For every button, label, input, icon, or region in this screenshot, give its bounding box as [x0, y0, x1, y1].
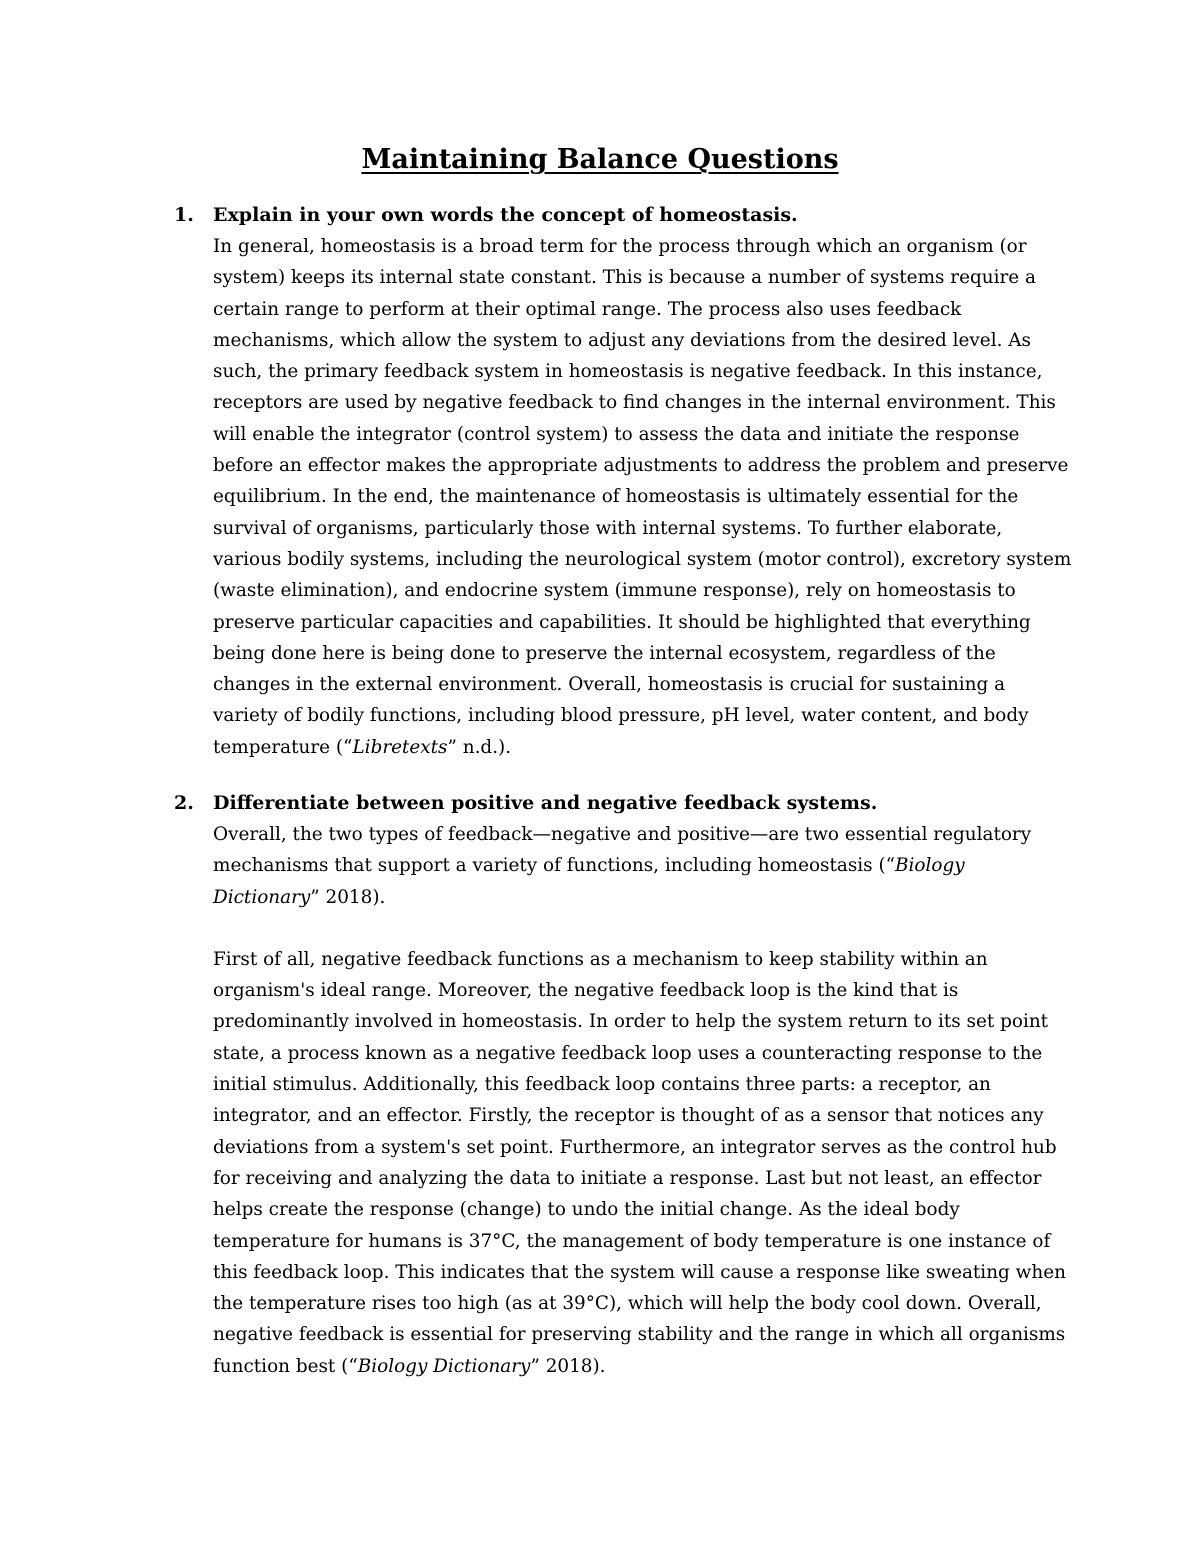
question-1-number: 1.	[174, 204, 194, 226]
citation-source: Biology Dictionary	[213, 855, 965, 908]
question-2-answer	[213, 819, 1075, 1382]
document-title: Maintaining Balance Questions	[361, 144, 839, 175]
citation-tail: ” 2018).	[310, 886, 386, 908]
question-2-heading	[174, 788, 1074, 819]
question-1-prompt: Explain in your own words the concept of homeostasis.	[213, 204, 798, 226]
question-1-answer	[213, 231, 1075, 763]
answer-paragraph	[213, 819, 1075, 913]
answer-paragraph	[213, 944, 1075, 1382]
question-1	[174, 200, 1074, 763]
question-2	[174, 788, 1074, 1382]
answer-text: Overall, the two types of feedback—negative and positive—are two essential regulatory mechanisms that support a variety of functions, including homeostasis (“	[213, 824, 1032, 877]
citation-tail: ” 2018).	[530, 1355, 606, 1377]
citation-tail: ” n.d.).	[447, 736, 512, 758]
paragraph-spacer	[213, 913, 1075, 944]
citation-source: Libretexts	[352, 736, 448, 758]
answer-text: In general, homeostasis is a broad term for the process through which an organism (or system) keeps its internal state constant. This is because a number of systems require a certain range to perform at their optimal range. The process also uses feedback mechanisms, which allow the system to adjust any deviations from the desired level. As such, the primary feedback system in homeostasis is negative feedback. In this instance, receptors are used by negative feedback to find changes in the internal environment. This will enable the integrator (control system) to assess the data and initiate the response before an effector makes the appropriate adjustments to address the problem and preserve equilibrium. In the end, the maintenance of homeostasis is ultimately essential for the survival of organisms, particularly those with internal systems. To further elaborate, various bodily systems, including the neurological system (motor control), excretory system (waste elimination), and endocrine system (immune response), rely on homeostasis to preserve particular capacities and capabilities. It should be highlighted that everything being done here is being done to preserve the internal ecosystem, regardless of the changes in the external environment. Overall, homeostasis is crucial for sustaining a variety of bodily functions, including blood pressure, pH level, water content, and body temperature (“	[213, 236, 1072, 758]
question-1-heading	[174, 200, 1074, 231]
answer-paragraph	[213, 231, 1075, 763]
answer-text: First of all, negative feedback functions as a mechanism to keep stability within an organism's ideal range. Moreover, the negative feedback loop is the kind that is predominantly involved in homeostasis. In order to help the system return to its set point state, a process known as a negative feedback loop uses a counteracting response to the initial stimulus. Additionally, this feedback loop contains three parts: a receptor, an integrator, and an effector. Firstly, the receptor is thought of as a sensor that notices any deviations from a system's set point. Furthermore, an integrator serves as the control hub for receiving and analyzing the data to initiate a response. Last but not least, an effector helps create the response (change) to undo the initial change. As the ideal body temperature for humans is 37°C, the management of body temperature is one instance of this feedback loop. This indicates that the system will cause a response like sweating when the temperature rises too high (as at 39°C), which will help the body cool down. Overall, negative feedback is essential for preserving stability and the range in which all organisms function best (“	[213, 948, 1066, 1377]
citation-source: Biology Dictionary	[357, 1355, 531, 1377]
question-2-prompt: Differentiate between positive and negative feedback systems.	[213, 792, 878, 814]
question-2-number: 2.	[174, 792, 194, 814]
